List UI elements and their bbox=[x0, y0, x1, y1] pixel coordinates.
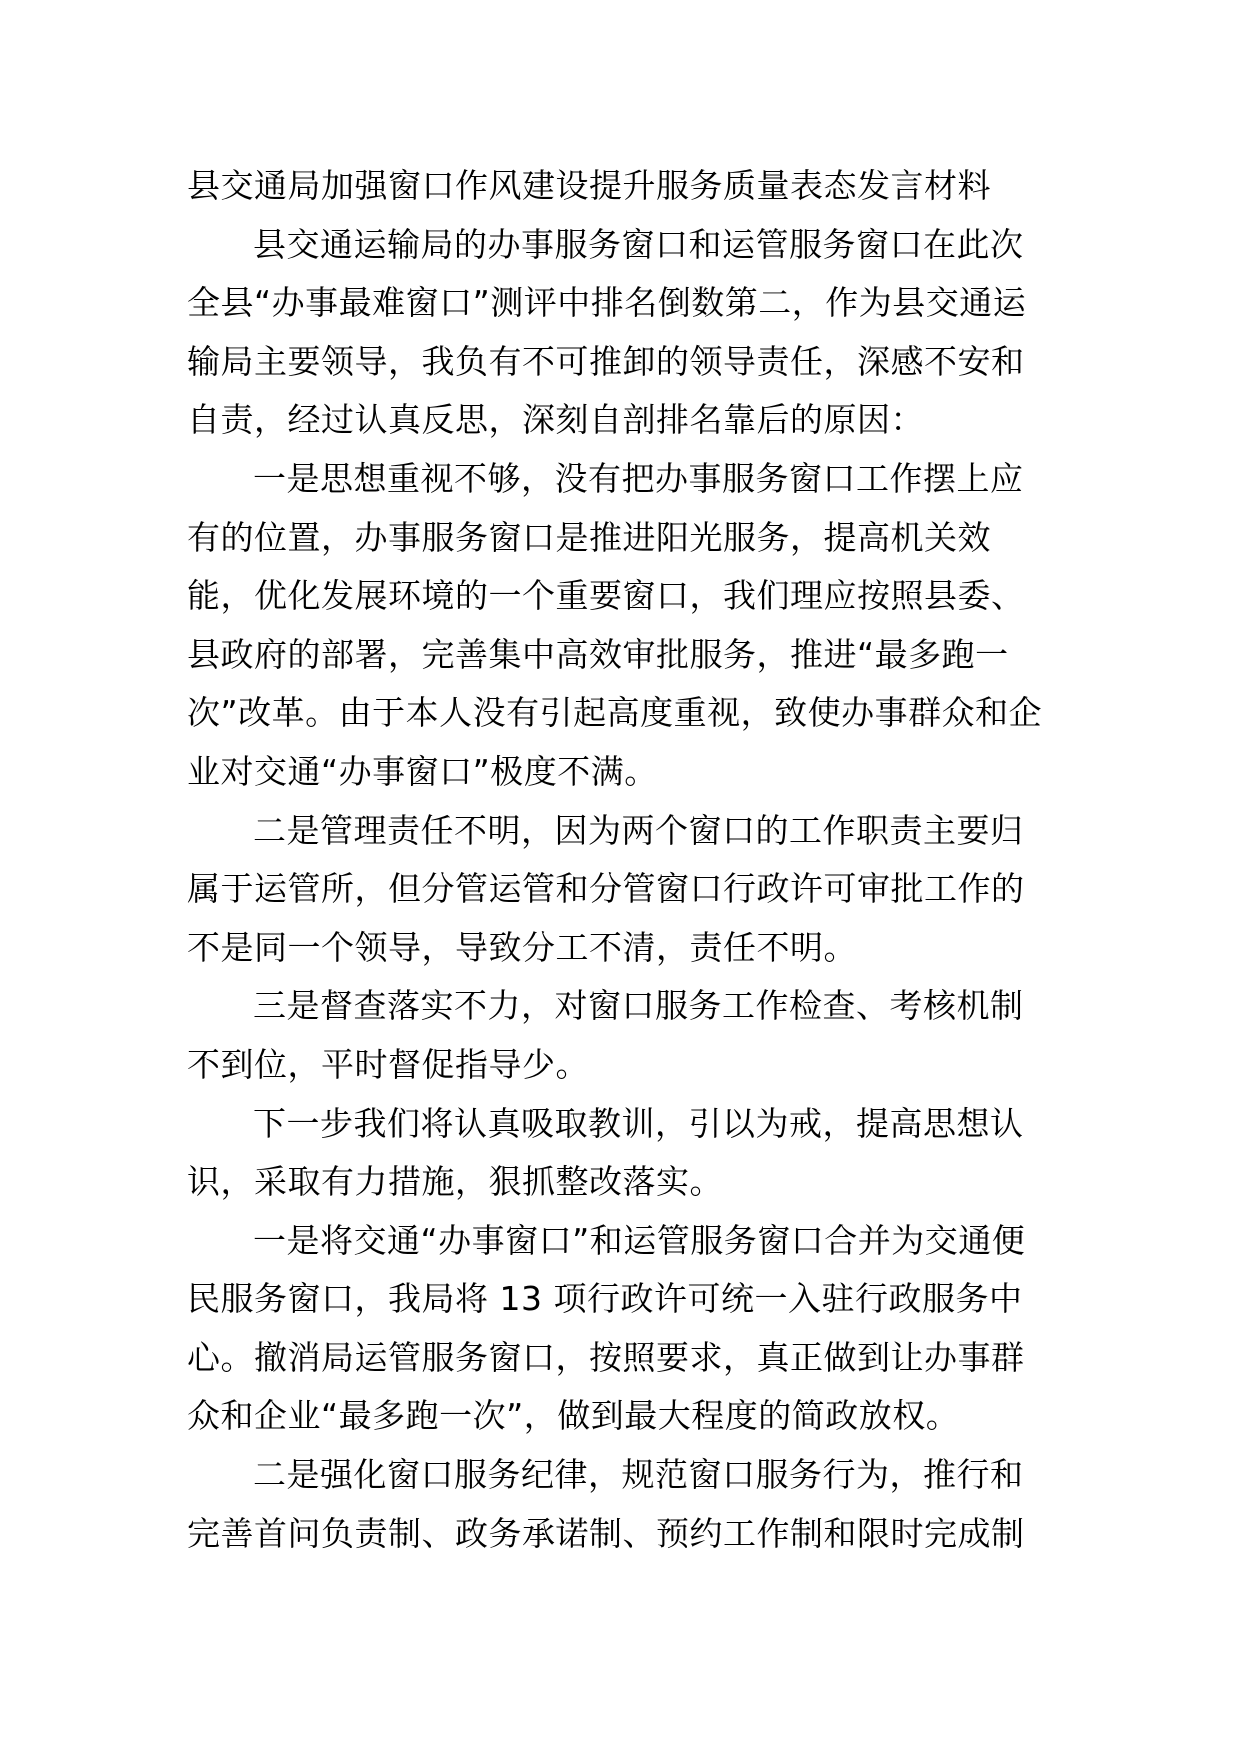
text-line: 心。撤消局运管服务窗口，按照要求，真正做到让办事群 bbox=[187, 1337, 1025, 1377]
document-body bbox=[187, 157, 1047, 1563]
text-line: 众和企业“最多跑一次”，做到最大程度的简政放权。 bbox=[187, 1396, 960, 1436]
text-line: 不到位，平时督促指导少。 bbox=[187, 1044, 589, 1084]
text-line: 一是将交通“办事窗口”和运管服务窗口合并为交通便 bbox=[253, 1220, 1026, 1260]
text-line: 三是督查落实不力，对窗口服务工作检查、考核机制 bbox=[253, 986, 1024, 1026]
text-line: 输局主要领导，我负有不可推卸的领导责任，深感不安和 bbox=[187, 341, 1025, 381]
text-line: 业对交通“办事窗口”极度不满。 bbox=[187, 751, 658, 791]
text-line: 民服务窗口，我局将 13 项行政许可统一入驻行政服务中 bbox=[187, 1279, 1023, 1319]
text-line: 完善首问负责制、政务承诺制、预约工作制和限时完成制 bbox=[187, 1513, 1025, 1553]
text-line: 县交通运输局的办事服务窗口和运管服务窗口在此次 bbox=[253, 224, 1024, 264]
text-line: 县政府的部署，完善集中高效审批服务，推进“最多跑一 bbox=[187, 634, 1009, 674]
document-text-lines bbox=[187, 216, 1047, 1564]
text-line: 次”改革。由于本人没有引起高度重视，致使办事群众和企 bbox=[187, 693, 1043, 733]
text-line: 有的位置，办事服务窗口是推进阳光服务，提高机关效 bbox=[187, 517, 991, 557]
text-line: 不是同一个领导，导致分工不清，责任不明。 bbox=[187, 927, 857, 967]
text-line: 下一步我们将认真吸取教训，引以为戒，提高思想认 bbox=[253, 1103, 1024, 1143]
text-line: 属于运管所，但分管运管和分管窗口行政许可审批工作的 bbox=[187, 869, 1025, 909]
text-line: 一是思想重视不够，没有把办事服务窗口工作摆上应 bbox=[253, 458, 1024, 498]
text-line: 全县“办事最难窗口”测评中排名倒数第二，作为县交通运 bbox=[187, 283, 1027, 323]
document-title: 县交通局加强窗口作风建设提升服务质量表态发言材料 bbox=[187, 166, 991, 205]
text-line: 能，优化发展环境的一个重要窗口，我们理应按照县委、 bbox=[187, 576, 1025, 616]
text-line: 二是强化窗口服务纪律，规范窗口服务行为，推行和 bbox=[253, 1455, 1024, 1495]
text-line: 识，采取有力措施，狠抓整改落实。 bbox=[187, 1162, 723, 1202]
text-line: 二是管理责任不明，因为两个窗口的工作职责主要归 bbox=[253, 810, 1024, 850]
text-line: 自责，经过认真反思，深刻自剖排名靠后的原因： bbox=[187, 400, 924, 440]
